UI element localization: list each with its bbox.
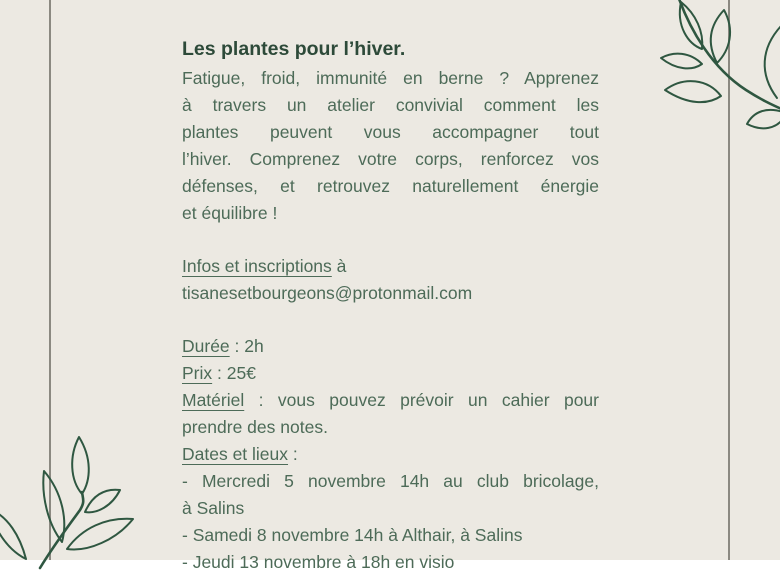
contact-block [182, 253, 599, 307]
contact-label-suffix: à [331, 256, 347, 276]
intro-line: plantes peuvent vous accompagner tout [182, 122, 599, 142]
dates-label-suffix: : [288, 444, 298, 464]
details-block [182, 333, 599, 576]
intro-line: Fatigue, froid, immunité en berne ? Apprenez [182, 68, 599, 88]
date-item-3: - Jeudi 13 novembre à 18h en visio [182, 552, 455, 572]
contact-label: Infos et inscriptions [182, 256, 332, 276]
dates-heading [182, 441, 599, 468]
duration-line [182, 333, 599, 360]
date-item-2: - Samedi 8 novembre 14h à Althair, à Salins [182, 525, 523, 545]
material-label: Matériel [182, 390, 245, 410]
date-item-1: - Mercredi 5 novembre 14h au club bricolage, [182, 471, 599, 491]
price-value: : 25€ [212, 363, 256, 383]
contact-email: tisanesetbourgeons@protonmail.com [182, 283, 473, 303]
dates-label: Dates et lieux [182, 444, 289, 464]
material-line-2: prendre des notes. [182, 417, 328, 437]
leaf-branch-bottom-left-icon [0, 400, 160, 560]
intro-line: à travers un atelier convivial comment les [182, 95, 599, 115]
intro-paragraph [182, 65, 599, 227]
intro-line: et équilibre ! [182, 203, 278, 223]
contact-line [182, 253, 599, 280]
intro-line: défenses, et retrouvez naturellement énergie [182, 176, 599, 196]
duration-label: Durée [182, 336, 230, 356]
price-line [182, 360, 599, 387]
flyer-content [182, 36, 599, 576]
leaf-branch-top-right-icon [600, 0, 780, 170]
duration-value: : 2h [229, 336, 264, 356]
material-line [182, 387, 599, 414]
price-label: Prix [182, 363, 213, 383]
intro-line: l’hiver. Comprenez votre corps, renforcez vos [182, 149, 599, 169]
material-value: : vous pouvez prévoir un cahier pour [244, 390, 599, 410]
date-item-1-continued: à Salins [182, 498, 245, 518]
event-title: Les plantes pour l’hiver. [182, 38, 406, 60]
